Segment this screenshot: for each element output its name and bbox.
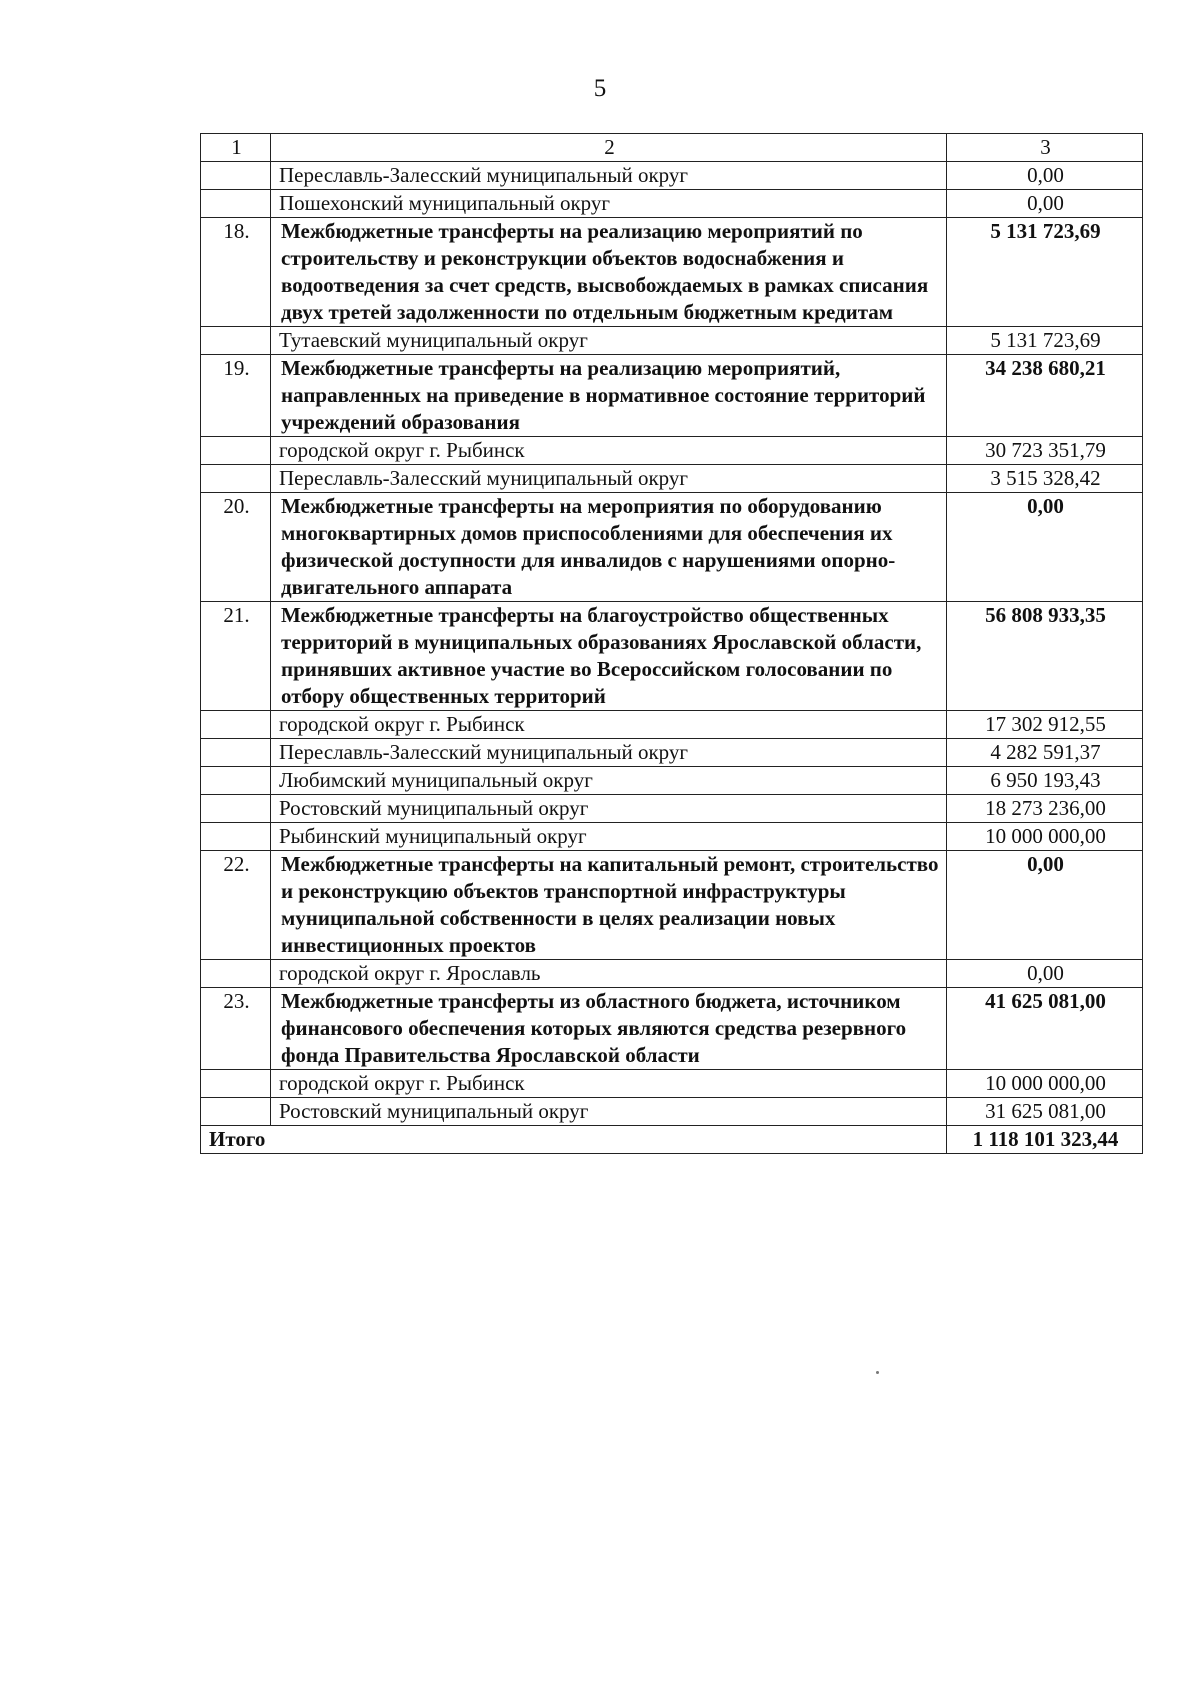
column-header-1: 1	[201, 134, 271, 162]
table-row-item	[201, 218, 1143, 327]
municipality-name: городской округ г. Рыбинск	[271, 711, 947, 739]
municipality-name: Ростовский муниципальный округ	[271, 795, 947, 823]
item-title: Межбюджетные трансферты на капитальный ремонт, строительство и реконструкцию объектов транспортной инфраструктуры муниципальной собственности в целях реализации новых инвестиционных проектов	[271, 851, 947, 960]
blank-number-cell	[201, 795, 271, 823]
blank-number-cell	[201, 465, 271, 493]
municipality-name: Пошехонский муниципальный округ	[271, 190, 947, 218]
table-row-subitem	[201, 823, 1143, 851]
item-amount: 0,00	[947, 851, 1143, 960]
municipality-name: Ростовский муниципальный округ	[271, 1098, 947, 1126]
blank-number-cell	[201, 823, 271, 851]
table-row-subitem	[201, 795, 1143, 823]
item-number: 19.	[201, 355, 271, 437]
municipality-amount: 3 515 328,42	[947, 465, 1143, 493]
table-row-item	[201, 355, 1143, 437]
item-title: Межбюджетные трансферты на реализацию мероприятий, направленных на приведение в нормативное состояние территорий учреждений образования	[271, 355, 947, 437]
blank-number-cell	[201, 162, 271, 190]
item-number: 18.	[201, 218, 271, 327]
municipality-amount: 5 131 723,69	[947, 327, 1143, 355]
table-row-subitem	[201, 437, 1143, 465]
blank-number-cell	[201, 1070, 271, 1098]
table-row-subitem	[201, 739, 1143, 767]
table-row-subitem	[201, 1098, 1143, 1126]
municipality-amount: 10 000 000,00	[947, 1070, 1143, 1098]
blank-number-cell	[201, 711, 271, 739]
municipality-name: Переславль-Залесский муниципальный округ	[271, 739, 947, 767]
municipality-amount: 0,00	[947, 190, 1143, 218]
column-header-2: 2	[271, 134, 947, 162]
municipality-name: городской округ г. Рыбинск	[271, 1070, 947, 1098]
table-row-item	[201, 493, 1143, 602]
item-number: 21.	[201, 602, 271, 711]
municipality-name: городской округ г. Рыбинск	[271, 437, 947, 465]
scan-speck	[876, 1371, 879, 1374]
item-amount: 5 131 723,69	[947, 218, 1143, 327]
table-row-subitem	[201, 327, 1143, 355]
municipality-name: Переславль-Залесский муниципальный округ	[271, 465, 947, 493]
table-row-subitem	[201, 767, 1143, 795]
blank-number-cell	[201, 739, 271, 767]
item-number: 20.	[201, 493, 271, 602]
municipality-amount: 31 625 081,00	[947, 1098, 1143, 1126]
item-title: Межбюджетные трансферты на мероприятия по оборудованию многоквартирных домов приспособлениями для обеспечения их физической доступности для инвалидов с нарушениями опорно-двигательного аппарата	[271, 493, 947, 602]
blank-number-cell	[201, 1098, 271, 1126]
municipality-amount: 0,00	[947, 960, 1143, 988]
table-row-item	[201, 602, 1143, 711]
table-row-subitem	[201, 190, 1143, 218]
item-amount: 41 625 081,00	[947, 988, 1143, 1070]
municipality-name: Любимский муниципальный округ	[271, 767, 947, 795]
municipality-amount: 10 000 000,00	[947, 823, 1143, 851]
total-label: Итого	[201, 1126, 947, 1154]
table-row-total	[201, 1126, 1143, 1154]
item-number: 23.	[201, 988, 271, 1070]
municipality-amount: 6 950 193,43	[947, 767, 1143, 795]
total-amount: 1 118 101 323,44	[947, 1126, 1143, 1154]
item-title: Межбюджетные трансферты из областного бюджета, источником финансового обеспечения которых являются средства резервного фонда Правительства Ярославской области	[271, 988, 947, 1070]
item-amount: 0,00	[947, 493, 1143, 602]
table-row-item	[201, 851, 1143, 960]
municipality-name: Тутаевский муниципальный округ	[271, 327, 947, 355]
table-row-subitem	[201, 711, 1143, 739]
table-row-item	[201, 988, 1143, 1070]
municipality-name: городской округ г. Ярославль	[271, 960, 947, 988]
blank-number-cell	[201, 767, 271, 795]
blank-number-cell	[201, 960, 271, 988]
municipality-amount: 0,00	[947, 162, 1143, 190]
budget-transfers-table	[200, 133, 1143, 1154]
item-title: Межбюджетные трансферты на благоустройство общественных территорий в муниципальных образованиях Ярославской области, принявших активное участие во Всероссийском голосовании по отбору общественных территорий	[271, 602, 947, 711]
table-row-subitem	[201, 465, 1143, 493]
municipality-amount: 18 273 236,00	[947, 795, 1143, 823]
table-row-subitem	[201, 162, 1143, 190]
blank-number-cell	[201, 190, 271, 218]
municipality-amount: 4 282 591,37	[947, 739, 1143, 767]
blank-number-cell	[201, 327, 271, 355]
municipality-name: Переславль-Залесский муниципальный округ	[271, 162, 947, 190]
item-amount: 56 808 933,35	[947, 602, 1143, 711]
municipality-name: Рыбинский муниципальный округ	[271, 823, 947, 851]
table-row-subitem	[201, 960, 1143, 988]
column-header-3: 3	[947, 134, 1143, 162]
item-title: Межбюджетные трансферты на реализацию мероприятий по строительству и реконструкции объектов водоснабжения и водоотведения за счет средств, высвобождаемых в рамках списания двух третей задолженности по отдельным бюджетным кредитам	[271, 218, 947, 327]
municipality-amount: 30 723 351,79	[947, 437, 1143, 465]
item-amount: 34 238 680,21	[947, 355, 1143, 437]
page-number: 5	[593, 75, 607, 102]
table-header-row	[201, 134, 1143, 162]
municipality-amount: 17 302 912,55	[947, 711, 1143, 739]
blank-number-cell	[201, 437, 271, 465]
item-number: 22.	[201, 851, 271, 960]
table-row-subitem	[201, 1070, 1143, 1098]
